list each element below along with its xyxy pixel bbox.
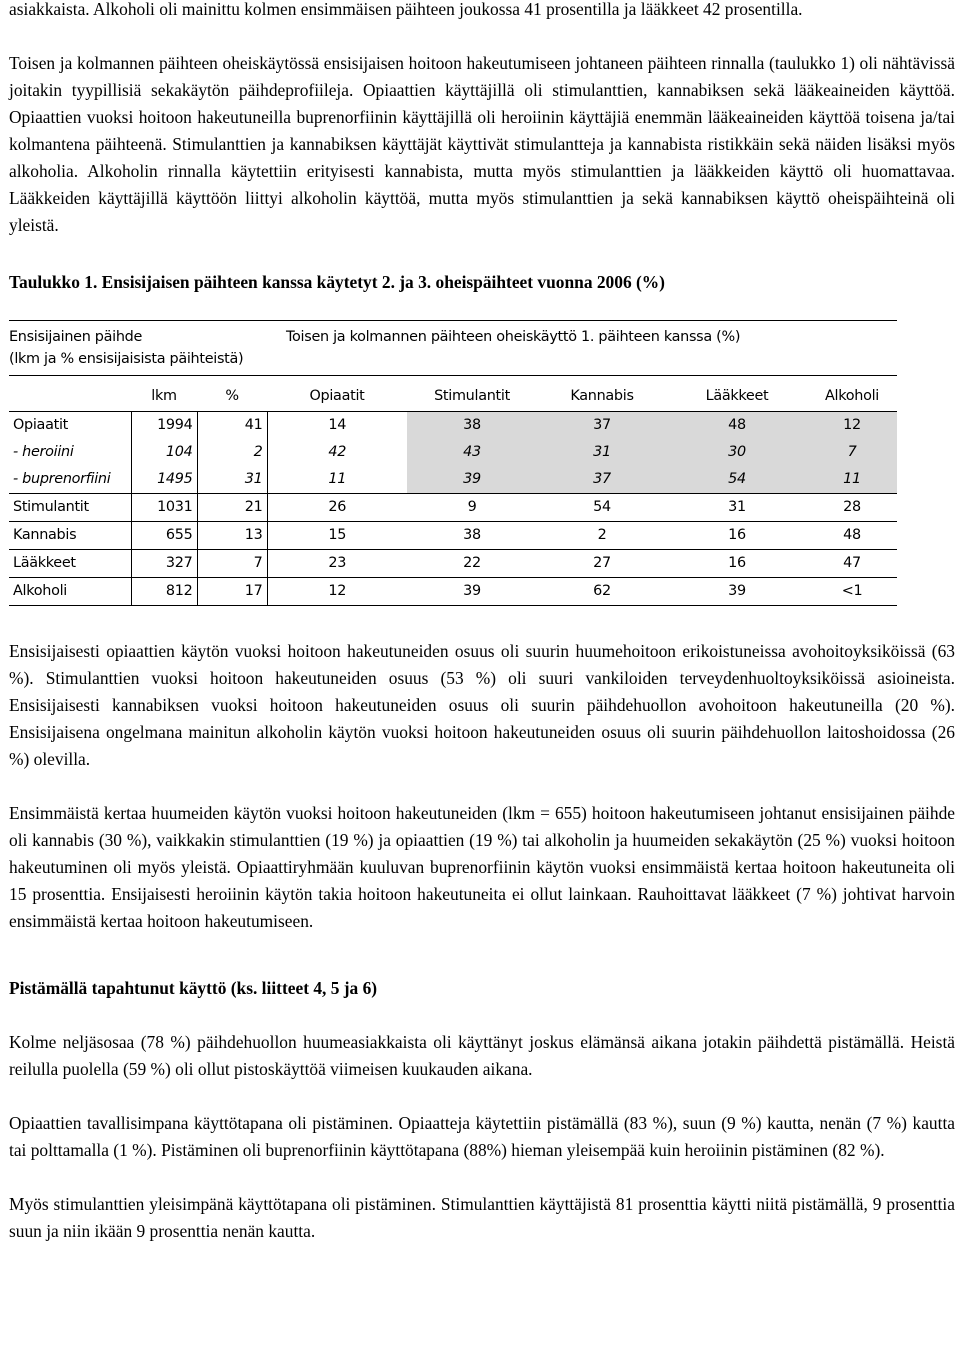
paragraph-ensimmaista-kertaa: Ensimmäistä kertaa huumeiden käytön vuoksi hoitoon hakeutuneiden (lkm = 655) hoitoon hakeutumiseen johtanut ensisijainen päihde oli kannabis (30 %), vaikkakin stimulanttien (19 %) ja opiaattien (19 %) tai alkoholin ja huumeiden sekakäytön (25 %) vuoksi hoitoon hakeutuminen oli myös yleistä. Opiaattiryhmään kuuluvan buprenorfiinin käytön vuoksi ensimmäistä kertaa hoitoon hakeutuneita oli 15 prosenttia. Ensijaisesti heroiinin käytön takia hoitoon hakeutuneita ei ollut lainkaan. Rauhoittavat lääkkeet (7 %) johtivat harvoin ensimmäistä kertaa hoitoon hakeutumiseen. (9, 803, 955, 931)
table-header-left (9, 326, 284, 370)
row-label: - buprenorfiini (13, 471, 111, 487)
table-cell: 54 (667, 466, 807, 494)
table-cell: 37 (537, 466, 667, 494)
table-cell: 1994 (131, 412, 197, 440)
table-cell: 655 (131, 522, 197, 550)
table-cell: 54 (537, 494, 667, 522)
table-cell: 23 (267, 550, 407, 578)
row-label: Stimulantit (9, 494, 131, 522)
table-row (9, 522, 897, 550)
table-cell: 11 (267, 466, 407, 494)
document-page (9, 0, 955, 1245)
section-heading: Pistämällä tapahtunut käyttö (ks. liitteet 4, 5 ja 6) (9, 978, 378, 998)
column-header-empty (9, 376, 131, 412)
table-cell: 2 (537, 522, 667, 550)
table-row (9, 439, 897, 466)
table-cell: 39 (667, 578, 807, 606)
column-header: % (197, 376, 267, 412)
paragraph-oheiskaytto: Toisen ja kolmannen päihteen oheiskäytössä ensisijaisen hoitoon hakeutumiseen johtaneen päihteen rinnalla (taulukko 1) oli nähtävissä joitakin tyypillisiä sekakäytön päihdeprofiileja. Opiaattien käyttäjillä oli stimulanttien, kannabiksen sekä lääkeaineiden käyttöä. Opiaattien vuoksi hoitoon hakeutuneilla buprenorfiinin käyttäjillä oli heroiinin käyttäjiä enemmän lääkeaineiden käyttöä toisena ja/tai kolmantena päihteenä. Stimulanttien ja kannabiksen käyttäjät käyttivät stimulantteja ja kannabista ristikkäin sekä näiden lisäksi myös alkoholia. Alkoholin rinnalla käytettiin erityisesti kannabista, mutta myös stimulanttien ja lääkkeiden käyttö oli huomattavaa. Lääkkeiden käyttäjillä käyttöön liittyi alkoholin käyttöä, mutta myös stimulanttien ja sekä kannabiksen käyttö oheispäihteinä oli yleistä. (9, 53, 955, 235)
table-cell: 16 (667, 522, 807, 550)
table-cell: 16 (667, 550, 807, 578)
table-cell: 31 (537, 439, 667, 466)
table-cell: 42 (267, 439, 407, 466)
column-header: Alkoholi (807, 376, 897, 412)
table-cell: 812 (131, 578, 197, 606)
paragraph-opiaattien-kayttotapa: Opiaattien tavallisimpana käyttötapana oli pistäminen. Opiaatteja käytettiin pistämällä (83 %), suun (9 %) kautta, nenän (7 %) kautta tai polttamalla (1 %). Pistäminen oli buprenorfiinin käyttötapana (88%) hieman yleisempää kuin heroiinin pistäminen (82 %). (9, 1113, 955, 1160)
paragraph-ensisijaisesti: Ensisijaisesti opiaattien käytön vuoksi hoitoon hakeutuneiden osuus oli suurin huumehoitoon erikoistuneissa avohoitoyksiköissä (63 %). Stimulanttien vuoksi hoitoon hakeutuneiden osuus (53 %) oli suuri vankiloiden terveydenhuoltoyksiköissä asioineista. Ensisijaisesti kannabiksen vuoksi hoitoon hakeutuneiden osuus oli suurin päihdehuollon avohoitoon hakeutuneilla (20 %). Ensisijaisena ongelmana mainitun alkoholin käytön vuoksi hoitoon hakeutuneiden osuus oli suurin päihdehuollon laitoshoidossa (26 %) olevilla. (9, 641, 955, 769)
table-cell: 22 (407, 550, 537, 578)
table-grid (9, 376, 897, 606)
table-cell: 26 (267, 494, 407, 522)
table-cell: 327 (131, 550, 197, 578)
table-title: Taulukko 1. Ensisijaisen päihteen kanssa käytetyt 2. ja 3. oheispäihteet vuonna 2006 (%) (9, 272, 665, 292)
table-row (9, 578, 897, 606)
table-cell: 27 (537, 550, 667, 578)
table-cell: 30 (667, 439, 807, 466)
table-cell: 48 (807, 522, 897, 550)
paragraph-stimulanttien-kayttotapa: Myös stimulanttien yleisimpänä käyttötapana oli pistäminen. Stimulanttien käyttäjistä 81 prosenttia käytti niitä pistämällä, 9 prosenttia suun ja niin ikään 9 prosenttia nenän kautta. (9, 1194, 955, 1241)
table-cell: 43 (407, 439, 537, 466)
column-header: Opiaatit (267, 376, 407, 412)
row-label: Lääkkeet (9, 550, 131, 578)
table-cell: 7 (807, 439, 897, 466)
row-label: Alkoholi (9, 578, 131, 606)
table-cell: 38 (407, 522, 537, 550)
table-cell: 7 (197, 550, 267, 578)
table-cell: 15 (267, 522, 407, 550)
column-header: lkm (131, 376, 197, 412)
table-cell: 1031 (131, 494, 197, 522)
table-cell: 11 (807, 466, 897, 494)
table-row (9, 466, 897, 494)
table-cell: 9 (407, 494, 537, 522)
table-cell: 31 (667, 494, 807, 522)
table-cell: 47 (807, 550, 897, 578)
table-header-block (9, 320, 897, 376)
column-header: Stimulantit (407, 376, 537, 412)
table-cell: 14 (267, 412, 407, 440)
row-label: Kannabis (9, 522, 131, 550)
table-cell: 48 (667, 412, 807, 440)
table-cell: <1 (807, 578, 897, 606)
table-cell: 38 (407, 412, 537, 440)
table-cell: 37 (537, 412, 667, 440)
table-cell: 2 (197, 439, 267, 466)
table-cell: 21 (197, 494, 267, 522)
table-cell: 12 (267, 578, 407, 606)
table-cell: 39 (407, 466, 537, 494)
header-left-line-1: Ensisijainen päihde (9, 329, 143, 345)
header-left-line-2: (lkm ja % ensisijaisista päihteistä) (9, 351, 244, 367)
table-cell: 104 (131, 439, 197, 466)
table-cell: 17 (197, 578, 267, 606)
column-header: Kannabis (537, 376, 667, 412)
table-header-right: Toisen ja kolmannen päihteen oheiskäyttö 1. päihteen kanssa (%) (286, 329, 741, 345)
table-cell: 39 (407, 578, 537, 606)
table-row (9, 412, 897, 440)
table-row (9, 494, 897, 522)
table-column-header-row (9, 376, 897, 412)
table-cell: 12 (807, 412, 897, 440)
table-cell: 62 (537, 578, 667, 606)
row-label: - heroiini (13, 444, 74, 460)
column-header: Lääkkeet (667, 376, 807, 412)
row-label: Opiaatit (13, 417, 68, 433)
table-cell: 41 (197, 412, 267, 440)
table-cell: 28 (807, 494, 897, 522)
table-cell: 31 (197, 466, 267, 494)
paragraph-kolme-neljasosaa: Kolme neljäsosaa (78 %) päihdehuollon huumeasiakkaista oli käyttänyt joskus elämänsä aikana jotakin päihdettä pistämällä. Heistä reilulla puolella (59 %) oli ollut pistoskäyttöä viimeisen kuukauden aikana. (9, 1032, 955, 1079)
paragraph-intro: asiakkaista. Alkoholi oli mainittu kolmen ensimmäisen päihteen joukossa 41 prosentilla ja lääkkeet 42 prosentilla. (9, 0, 803, 19)
table-cell: 1495 (131, 466, 197, 494)
data-table (9, 320, 897, 606)
table-row (9, 550, 897, 578)
table-cell: 13 (197, 522, 267, 550)
